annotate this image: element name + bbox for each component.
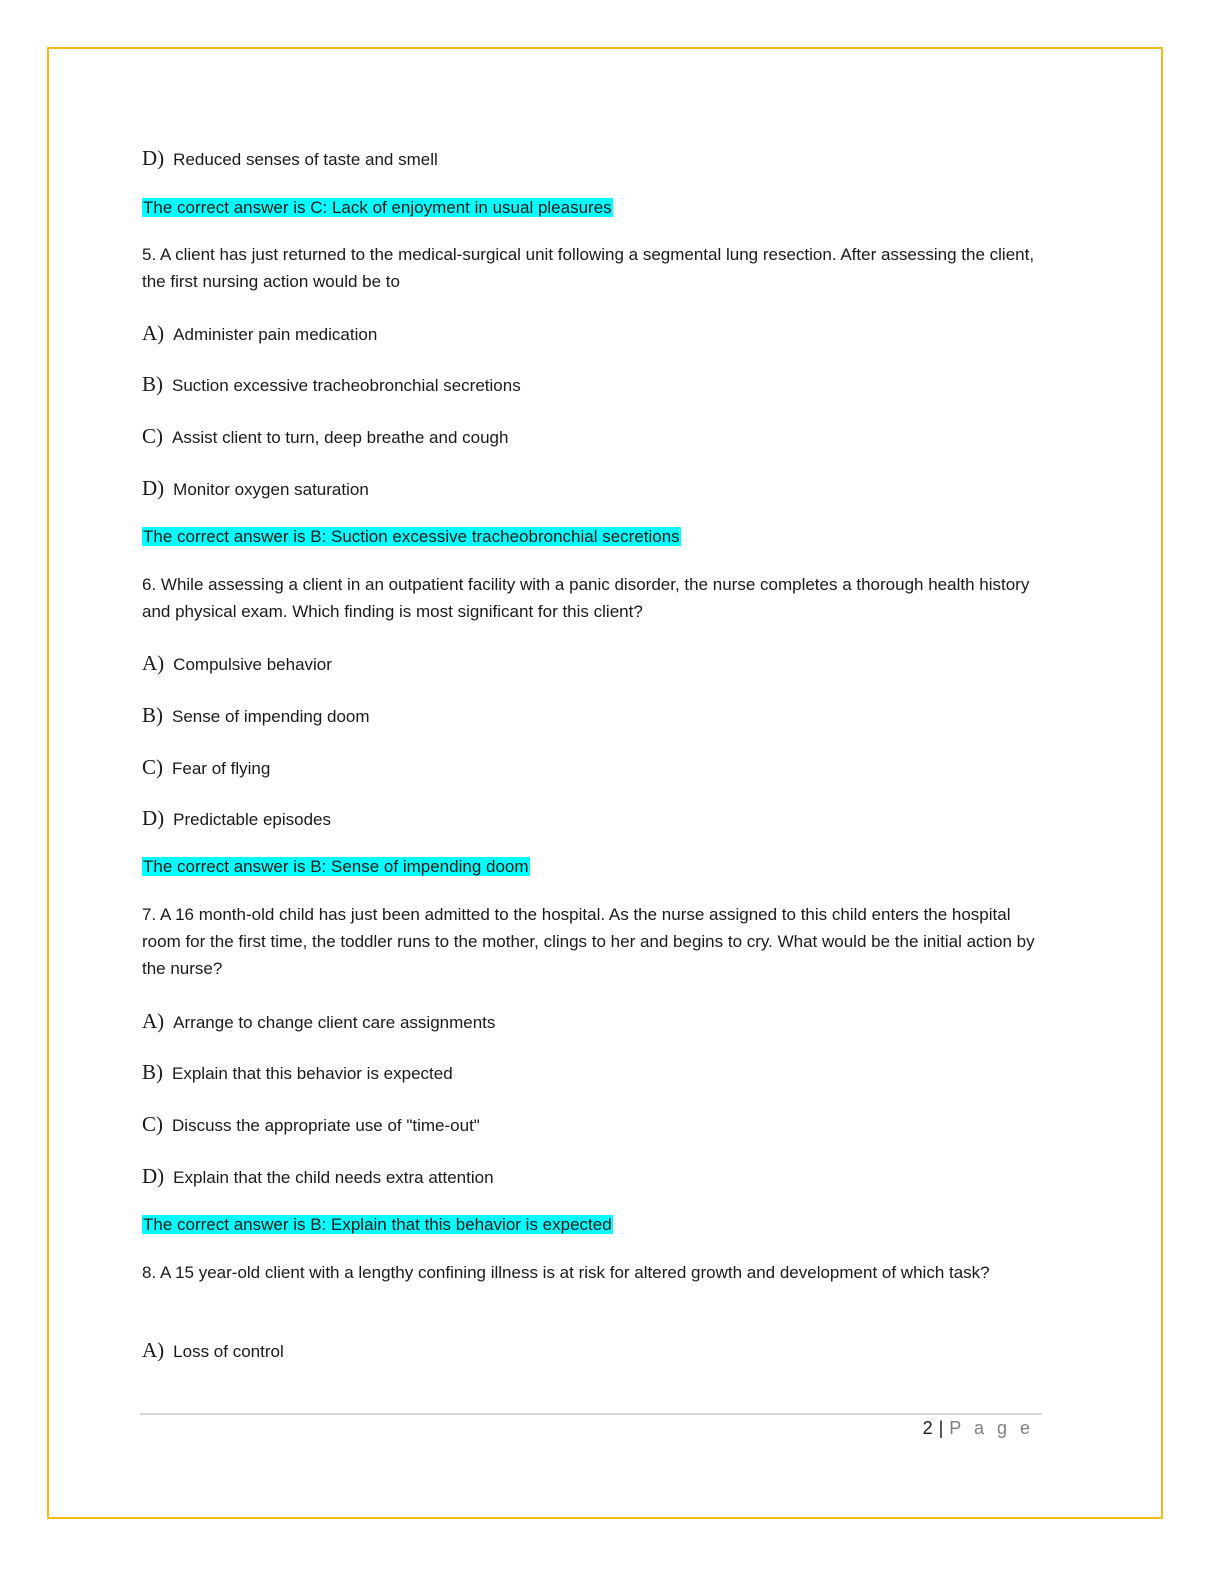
answer-option [142,1111,480,1139]
correct-answer [142,853,530,880]
option-paren: ) [156,1112,164,1136]
answer-option [142,702,370,730]
correct-answer [142,194,613,221]
answer-option [142,650,332,678]
option-letter: B [142,372,157,396]
correct-answer-text: The correct answer is B: Suction excessive tracheobronchial secretions [143,527,680,546]
answer-option [142,1008,495,1036]
option-letter: A [142,651,158,675]
page-label: P a g e [949,1418,1034,1438]
answer-option [142,145,438,173]
option-letter: D [142,1164,158,1188]
footer-divider [140,1413,1042,1415]
option-paren: ) [156,424,164,448]
answer-option [142,423,508,451]
option-paren: ) [157,1009,165,1033]
option-letter: D [142,146,158,170]
option-letter: C [142,424,157,448]
option-letter: C [142,755,157,779]
question-text: 6. While assessing a client in an outpatient facility with a panic disorder, the nurse completes a thorough health history and physical exam. Which finding is most significant for this client? [142,575,1030,621]
footer-separator: | [938,1418,944,1438]
answer-option [142,1337,284,1365]
option-letter: D [142,476,158,500]
option-text: Predictable episodes [173,810,331,829]
option-text: Reduced senses of taste and smell [173,150,438,169]
option-paren: ) [157,321,165,345]
option-text: Arrange to change client care assignments [173,1013,496,1032]
option-letter: A [142,321,158,345]
correct-answer-text: The correct answer is B: Explain that this behavior is expected [143,1215,612,1234]
option-paren: ) [157,1164,165,1188]
option-text: Administer pain medication [173,325,378,344]
option-letter: D [142,806,158,830]
option-letter: A [142,1009,158,1033]
option-text: Fear of flying [172,759,271,778]
option-paren: ) [156,372,164,396]
answer-option [142,805,331,833]
correct-answer [142,523,681,550]
question-text: 7. A 16 month-old child has just been admitted to the hospital. As the nurse assigned to this child enters the hospital room for the first time, the toddler runs to the mother, clings to her and begins to cry. What would be the initial action by the nurse? [142,905,1035,978]
answer-option [142,371,521,399]
answer-option [142,754,270,782]
option-text: Loss of control [173,1342,284,1361]
option-text: Explain that this behavior is expected [172,1064,453,1083]
option-paren: ) [156,703,164,727]
question-text: 5. A client has just returned to the medical-surgical unit following a segmental lung resection. After assessing the client, the first nursing action would be to [142,245,1035,291]
answer-option [142,1163,494,1191]
correct-answer-text: The correct answer is C: Lack of enjoyment in usual pleasures [143,198,612,217]
answer-option [142,1059,453,1087]
page-footer [923,1418,1034,1439]
option-text: Assist client to turn, deep breathe and cough [172,428,509,447]
option-text: Suction excessive tracheobronchial secretions [172,376,521,395]
option-text: Compulsive behavior [173,655,332,674]
option-paren: ) [157,146,165,170]
option-text: Discuss the appropriate use of "time-out" [172,1116,480,1135]
option-letter: B [142,703,157,727]
option-text: Monitor oxygen saturation [173,480,369,499]
option-text: Sense of impending doom [172,707,370,726]
option-paren: ) [157,806,165,830]
page-number: 2 [922,1418,933,1438]
option-letter: B [142,1060,157,1084]
correct-answer [142,1211,613,1238]
option-text: Explain that the child needs extra attention [173,1168,494,1187]
option-paren: ) [157,1338,165,1362]
answer-option [142,320,377,348]
correct-answer-text: The correct answer is B: Sense of impending doom [143,857,529,876]
option-paren: ) [157,651,165,675]
question-text: 8. A 15 year-old client with a lengthy confining illness is at risk for altered growth and development of which task? [142,1263,990,1282]
option-letter: C [142,1112,157,1136]
option-paren: ) [157,476,165,500]
option-paren: ) [156,1060,164,1084]
option-letter: A [142,1338,158,1362]
option-paren: ) [156,755,164,779]
answer-option [142,475,369,503]
